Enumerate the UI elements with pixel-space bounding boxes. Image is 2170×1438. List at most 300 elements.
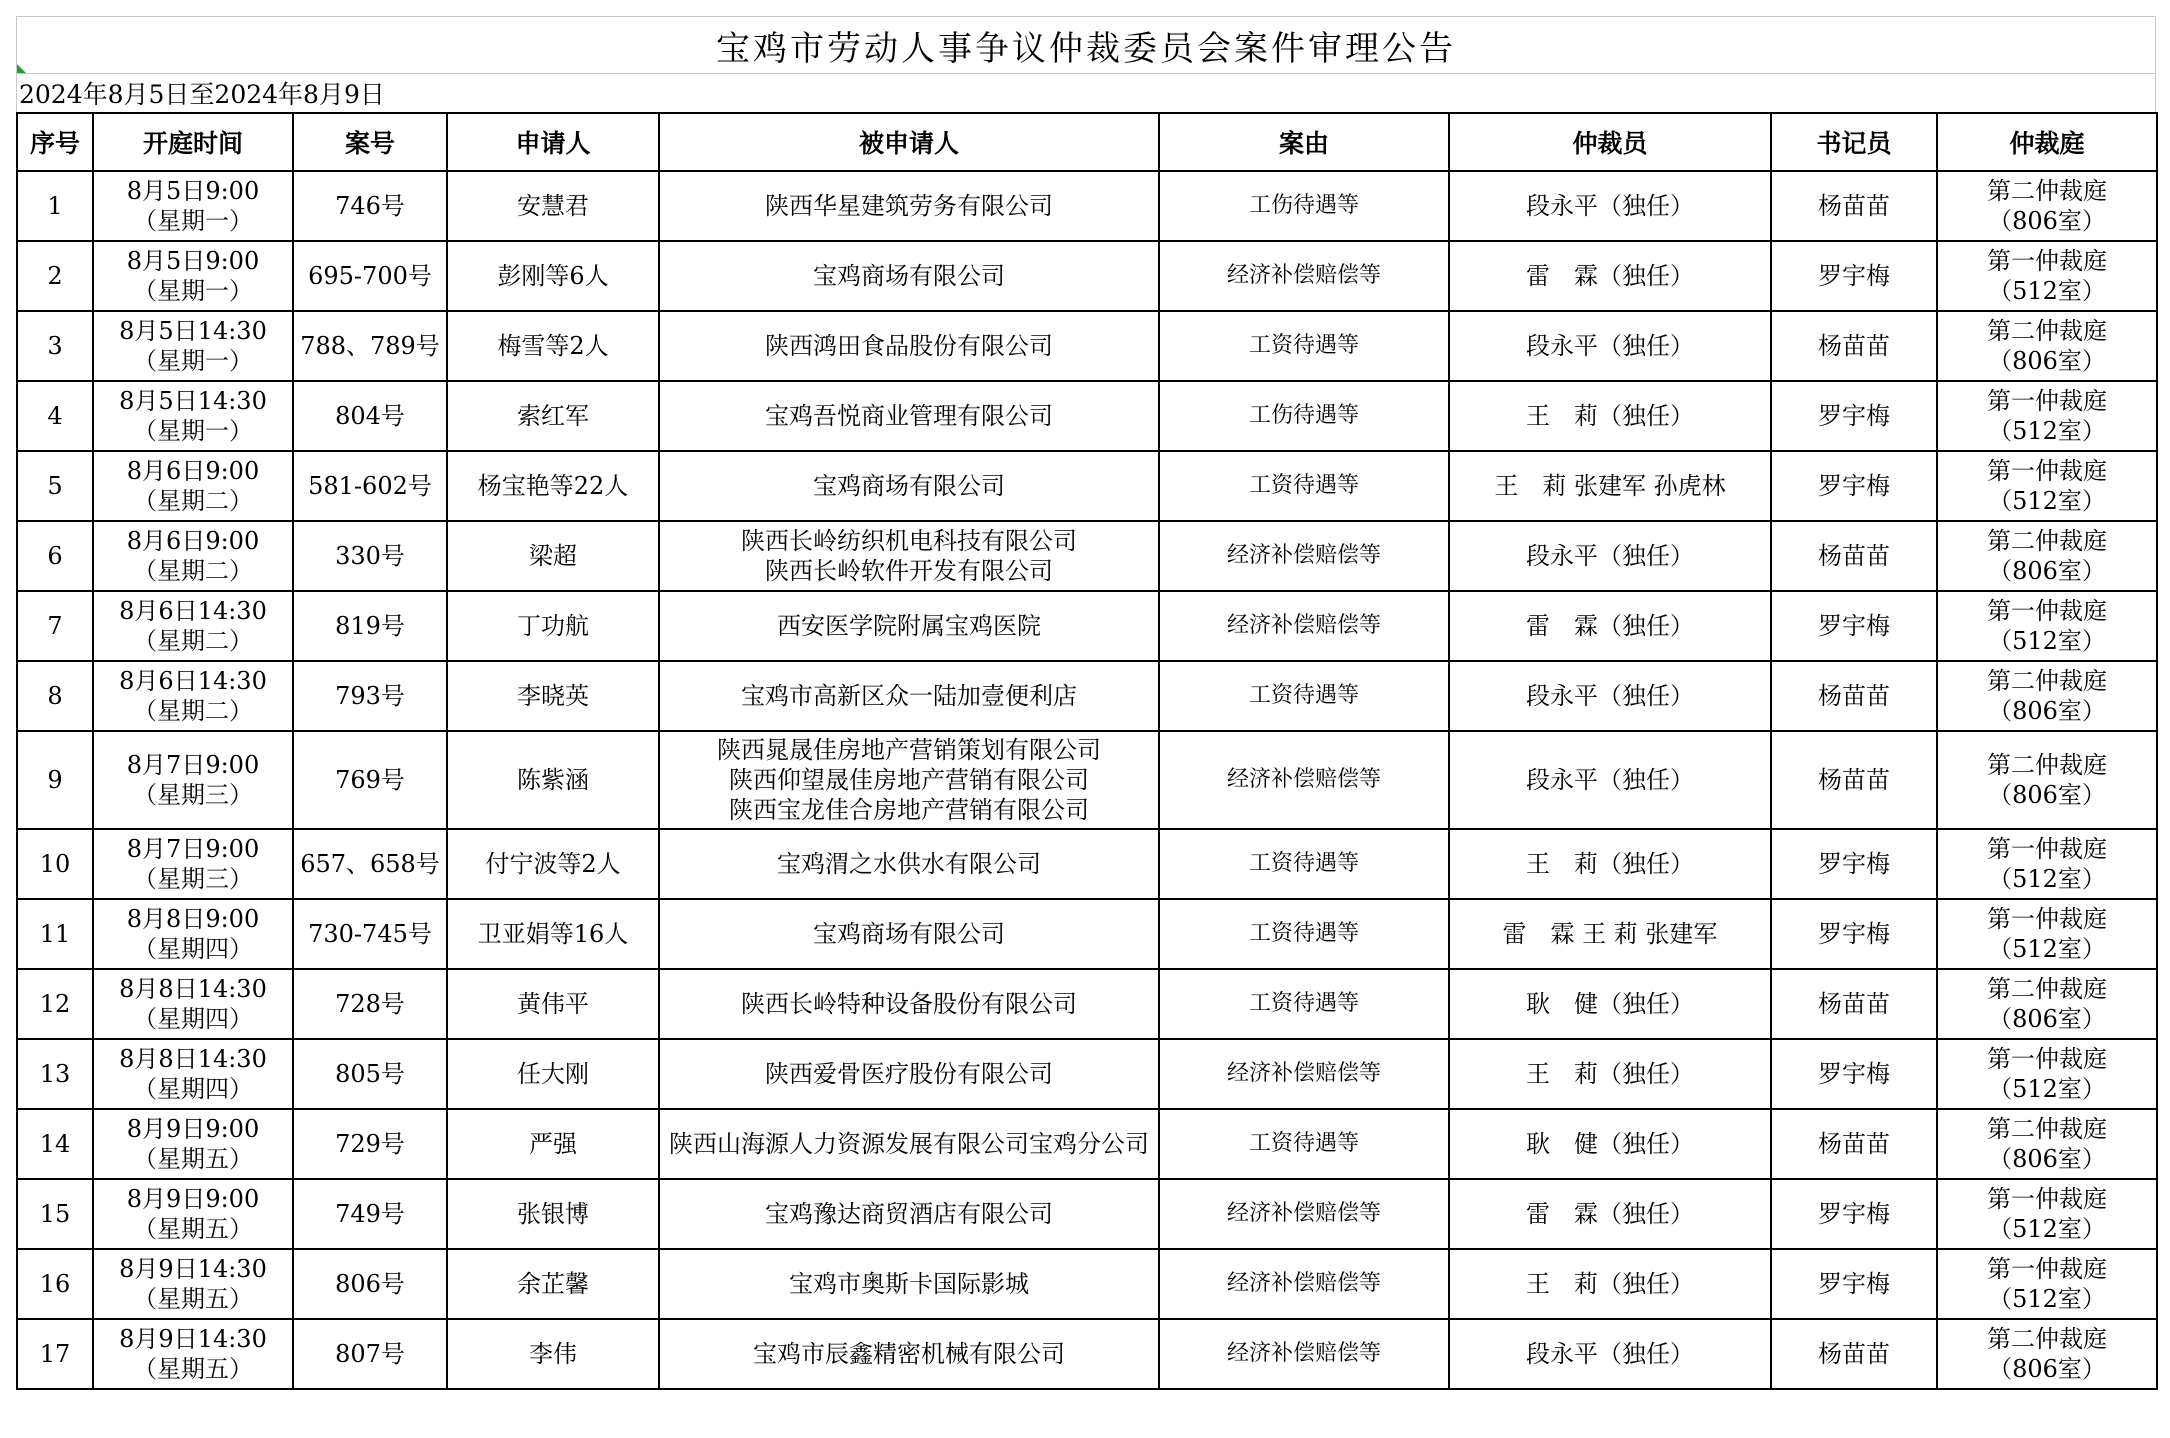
tribunal-name: 第二仲裁庭 — [1987, 317, 2107, 345]
hearing-weekday: （星期三） — [133, 781, 253, 809]
clerk-name: 杨苗苗 — [1818, 766, 1890, 794]
cell-respondent — [659, 521, 1159, 591]
cell-case-no — [293, 661, 447, 731]
cell-arbitrator — [1449, 1319, 1771, 1389]
arbitrator-name: 段永平（独任） — [1526, 766, 1694, 794]
clerk-name: 杨苗苗 — [1818, 192, 1890, 220]
clerk-name: 罗宇梅 — [1818, 402, 1890, 430]
respondent-name: 陕西仰望晟佳房地产营销有限公司 — [729, 766, 1089, 794]
cell-cause — [1159, 899, 1449, 969]
tribunal-name: 第二仲裁庭 — [1987, 177, 2107, 205]
respondent-name: 陕西晁晟佳房地产营销策划有限公司 — [717, 736, 1101, 764]
cell-respondent — [659, 1249, 1159, 1319]
cell-no — [17, 1109, 93, 1179]
hearing-time: 8月6日14:30 — [119, 667, 267, 695]
tribunal-room: （512室） — [1988, 627, 2106, 655]
hearing-time: 8月9日14:30 — [119, 1325, 267, 1353]
row-number: 12 — [39, 990, 71, 1018]
hearing-weekday: （星期四） — [133, 1005, 253, 1033]
case-number: 806号 — [335, 1270, 405, 1298]
cell-no — [17, 731, 93, 829]
cell-clerk — [1771, 1109, 1937, 1179]
hearing-weekday: （星期一） — [133, 417, 253, 445]
cell-tribunal — [1937, 1039, 2157, 1109]
cell-respondent — [659, 969, 1159, 1039]
row-number: 1 — [47, 192, 63, 220]
cell-marker-icon — [17, 64, 26, 73]
cell-applicant — [447, 311, 659, 381]
cell-respondent — [659, 381, 1159, 451]
tribunal-room: （806室） — [1988, 1145, 2106, 1173]
hearing-weekday: （星期一） — [133, 207, 253, 235]
hearing-time: 8月5日14:30 — [119, 387, 267, 415]
cell-tribunal — [1937, 661, 2157, 731]
applicant-name: 任大刚 — [517, 1060, 589, 1088]
cell-time — [93, 1109, 293, 1179]
tribunal-room: （806室） — [1988, 347, 2106, 375]
row-number: 13 — [39, 1060, 71, 1088]
cell-clerk — [1771, 731, 1937, 829]
hearing-weekday: （星期二） — [133, 697, 253, 725]
table-row — [17, 451, 2157, 521]
cell-cause — [1159, 829, 1449, 899]
date-row — [16, 73, 2156, 112]
hearing-weekday: （星期五） — [133, 1285, 253, 1313]
tribunal-room: （512室） — [1988, 417, 2106, 445]
tribunal-name: 第二仲裁庭 — [1987, 975, 2107, 1003]
arbitrator-name: 雷 霖 王 莉 张建军 — [1502, 920, 1718, 948]
row-number: 15 — [39, 1200, 71, 1228]
hearing-time: 8月6日9:00 — [126, 457, 260, 485]
cell-cause — [1159, 1249, 1449, 1319]
clerk-name: 罗宇梅 — [1818, 1060, 1890, 1088]
cell-no — [17, 969, 93, 1039]
case-number: 581-602号 — [308, 472, 432, 500]
hearing-time: 8月7日9:00 — [126, 751, 260, 779]
applicant-name: 黄伟平 — [517, 990, 589, 1018]
cell-time — [93, 1319, 293, 1389]
tribunal-name: 第二仲裁庭 — [1987, 667, 2107, 695]
applicant-name: 索红军 — [517, 402, 589, 430]
respondent-name: 陕西长岭软件开发有限公司 — [765, 557, 1053, 585]
cell-cause — [1159, 731, 1449, 829]
cell-cause — [1159, 241, 1449, 311]
tribunal-room: （512室） — [1988, 487, 2106, 515]
cell-no — [17, 661, 93, 731]
cell-clerk — [1771, 899, 1937, 969]
applicant-name: 李晓英 — [517, 682, 589, 710]
cell-tribunal — [1937, 1249, 2157, 1319]
arbitrator-name: 王 莉（独任） — [1526, 850, 1694, 878]
cell-applicant — [447, 1319, 659, 1389]
applicant-name: 梅雪等2人 — [497, 332, 609, 360]
tribunal-name: 第一仲裁庭 — [1987, 1185, 2107, 1213]
cell-tribunal — [1937, 171, 2157, 241]
header-applicant: 申请人 — [447, 113, 659, 171]
hearing-weekday: （星期三） — [133, 865, 253, 893]
tribunal-room: （512室） — [1988, 1075, 2106, 1103]
cell-clerk — [1771, 1179, 1937, 1249]
cell-arbitrator — [1449, 171, 1771, 241]
respondent-name: 宝鸡商场有限公司 — [813, 472, 1005, 500]
applicant-name: 余芷馨 — [517, 1270, 589, 1298]
cell-no — [17, 171, 93, 241]
tribunal-name: 第一仲裁庭 — [1987, 1255, 2107, 1283]
cell-respondent — [659, 171, 1159, 241]
case-number: 729号 — [335, 1130, 405, 1158]
cell-arbitrator — [1449, 829, 1771, 899]
case-cause: 经济补偿赔偿等 — [1226, 263, 1381, 288]
cell-applicant — [447, 829, 659, 899]
cell-clerk — [1771, 1319, 1937, 1389]
cell-arbitrator — [1449, 241, 1771, 311]
applicant-name: 安慧君 — [517, 192, 589, 220]
cell-no — [17, 899, 93, 969]
case-number: 657、658号 — [300, 850, 440, 878]
cell-case-no — [293, 591, 447, 661]
case-cause: 工资待遇等 — [1248, 991, 1359, 1016]
cell-cause — [1159, 521, 1449, 591]
cell-respondent — [659, 591, 1159, 661]
cell-arbitrator — [1449, 969, 1771, 1039]
clerk-name: 杨苗苗 — [1818, 682, 1890, 710]
tribunal-name: 第二仲裁庭 — [1987, 751, 2107, 779]
cell-time — [93, 1039, 293, 1109]
cell-case-no — [293, 381, 447, 451]
table-row — [17, 381, 2157, 451]
tribunal-room: （512室） — [1988, 1215, 2106, 1243]
applicant-name: 李伟 — [529, 1340, 577, 1368]
cell-arbitrator — [1449, 451, 1771, 521]
cell-no — [17, 1249, 93, 1319]
table-row — [17, 171, 2157, 241]
row-number: 10 — [39, 850, 71, 878]
tribunal-room: （806室） — [1988, 781, 2106, 809]
header-clerk: 书记员 — [1771, 113, 1937, 171]
case-cause: 经济补偿赔偿等 — [1226, 1271, 1381, 1296]
clerk-name: 罗宇梅 — [1818, 1200, 1890, 1228]
cell-cause — [1159, 969, 1449, 1039]
respondent-name: 西安医学院附属宝鸡医院 — [777, 612, 1041, 640]
tribunal-room: （512室） — [1988, 935, 2106, 963]
respondent-name: 陕西长岭特种设备股份有限公司 — [741, 990, 1077, 1018]
row-number: 6 — [47, 542, 63, 570]
case-number: 793号 — [335, 682, 405, 710]
cell-time — [93, 451, 293, 521]
case-number: 788、789号 — [300, 332, 440, 360]
arbitrator-name: 段永平（独任） — [1526, 332, 1694, 360]
hearing-weekday: （星期一） — [133, 277, 253, 305]
cell-no — [17, 591, 93, 661]
arbitrator-name: 王 莉（独任） — [1526, 402, 1694, 430]
cell-tribunal — [1937, 731, 2157, 829]
tribunal-room: （806室） — [1988, 1005, 2106, 1033]
arbitrator-name: 雷 霖（独任） — [1526, 612, 1694, 640]
respondent-name: 陕西鸿田食品股份有限公司 — [765, 332, 1053, 360]
row-number: 9 — [47, 766, 63, 794]
arbitrator-name: 耿 健（独任） — [1526, 990, 1694, 1018]
cell-case-no — [293, 1039, 447, 1109]
case-number: 769号 — [335, 766, 405, 794]
cell-arbitrator — [1449, 899, 1771, 969]
cell-respondent — [659, 661, 1159, 731]
tribunal-room: （512室） — [1988, 277, 2106, 305]
case-cause: 经济补偿赔偿等 — [1226, 1201, 1381, 1226]
cell-no — [17, 311, 93, 381]
hearing-time: 8月9日9:00 — [126, 1115, 260, 1143]
cell-respondent — [659, 311, 1159, 381]
cell-clerk — [1771, 661, 1937, 731]
tribunal-room: （512室） — [1988, 1285, 2106, 1313]
cell-applicant — [447, 1109, 659, 1179]
cell-respondent — [659, 1039, 1159, 1109]
header-no: 序号 — [17, 113, 93, 171]
respondent-name: 陕西宝龙佳合房地产营销有限公司 — [729, 796, 1089, 824]
case-number: 804号 — [335, 402, 405, 430]
cell-applicant — [447, 241, 659, 311]
cell-time — [93, 171, 293, 241]
cell-respondent — [659, 731, 1159, 829]
cell-case-no — [293, 1109, 447, 1179]
cell-clerk — [1771, 1249, 1937, 1319]
tribunal-name: 第二仲裁庭 — [1987, 1115, 2107, 1143]
header-arbitrator: 仲裁员 — [1449, 113, 1771, 171]
arbitrator-name: 段永平（独任） — [1526, 1340, 1694, 1368]
tribunal-name: 第一仲裁庭 — [1987, 905, 2107, 933]
arbitrator-name: 雷 霖（独任） — [1526, 262, 1694, 290]
cell-cause — [1159, 591, 1449, 661]
tribunal-room: （806室） — [1988, 697, 2106, 725]
cell-applicant — [447, 591, 659, 661]
case-number: 728号 — [335, 990, 405, 1018]
table-row — [17, 1249, 2157, 1319]
header-cause: 案由 — [1159, 113, 1449, 171]
cell-tribunal — [1937, 591, 2157, 661]
table-row — [17, 1109, 2157, 1179]
table-row — [17, 1319, 2157, 1389]
respondent-name: 陕西长岭纺织机电科技有限公司 — [741, 527, 1077, 555]
arbitrator-name: 段永平（独任） — [1526, 192, 1694, 220]
clerk-name: 罗宇梅 — [1818, 262, 1890, 290]
row-number: 3 — [47, 332, 63, 360]
cell-case-no — [293, 451, 447, 521]
row-number: 14 — [39, 1130, 71, 1158]
cell-cause — [1159, 1179, 1449, 1249]
cell-no — [17, 241, 93, 311]
cell-case-no — [293, 899, 447, 969]
applicant-name: 丁功航 — [517, 612, 589, 640]
cell-time — [93, 969, 293, 1039]
case-number: 746号 — [335, 192, 405, 220]
cell-case-no — [293, 241, 447, 311]
applicant-name: 张银博 — [517, 1200, 589, 1228]
cell-applicant — [447, 381, 659, 451]
applicant-name: 杨宝艳等22人 — [477, 472, 629, 500]
respondent-name: 陕西华星建筑劳务有限公司 — [765, 192, 1053, 220]
cell-arbitrator — [1449, 1249, 1771, 1319]
clerk-name: 杨苗苗 — [1818, 1340, 1890, 1368]
arbitrator-name: 王 莉（独任） — [1526, 1060, 1694, 1088]
cell-respondent — [659, 829, 1159, 899]
respondent-name: 宝鸡市奥斯卡国际影城 — [789, 1270, 1029, 1298]
arbitrator-name: 王 莉 张建军 孙虎林 — [1494, 472, 1726, 500]
tribunal-name: 第二仲裁庭 — [1987, 527, 2107, 555]
arbitrator-name: 段永平（独任） — [1526, 682, 1694, 710]
date-range: 2024年8月5日至2024年8月9日 — [19, 80, 385, 109]
clerk-name: 罗宇梅 — [1818, 920, 1890, 948]
hearing-weekday: （星期一） — [133, 347, 253, 375]
row-number: 8 — [47, 682, 63, 710]
cell-cause — [1159, 661, 1449, 731]
hearing-time: 8月9日9:00 — [126, 1185, 260, 1213]
cell-arbitrator — [1449, 591, 1771, 661]
case-cause: 工资待遇等 — [1248, 851, 1359, 876]
cell-time — [93, 899, 293, 969]
cell-tribunal — [1937, 311, 2157, 381]
case-number: 807号 — [335, 1340, 405, 1368]
hearing-weekday: （星期四） — [133, 1075, 253, 1103]
cell-tribunal — [1937, 1319, 2157, 1389]
arbitrator-name: 雷 霖（独任） — [1526, 1200, 1694, 1228]
table-row — [17, 241, 2157, 311]
clerk-name: 杨苗苗 — [1818, 332, 1890, 360]
cell-arbitrator — [1449, 661, 1771, 731]
cell-cause — [1159, 1319, 1449, 1389]
tribunal-room: （806室） — [1988, 207, 2106, 235]
cell-time — [93, 241, 293, 311]
cell-applicant — [447, 1249, 659, 1319]
applicant-name: 彭刚等6人 — [497, 262, 609, 290]
cell-case-no — [293, 829, 447, 899]
tribunal-name: 第一仲裁庭 — [1987, 247, 2107, 275]
cell-clerk — [1771, 241, 1937, 311]
row-number: 11 — [39, 920, 71, 948]
respondent-name: 陕西山海源人力资源发展有限公司宝鸡分公司 — [669, 1130, 1149, 1158]
hearing-weekday: （星期五） — [133, 1355, 253, 1383]
cell-arbitrator — [1449, 521, 1771, 591]
cell-clerk — [1771, 381, 1937, 451]
cell-arbitrator — [1449, 311, 1771, 381]
cell-cause — [1159, 311, 1449, 381]
table-row — [17, 969, 2157, 1039]
cell-tribunal — [1937, 451, 2157, 521]
cell-arbitrator — [1449, 1039, 1771, 1109]
cell-applicant — [447, 661, 659, 731]
cell-no — [17, 451, 93, 521]
table-row — [17, 899, 2157, 969]
cell-respondent — [659, 1319, 1159, 1389]
respondent-name: 宝鸡豫达商贸酒店有限公司 — [765, 1200, 1053, 1228]
cell-case-no — [293, 731, 447, 829]
cell-applicant — [447, 1179, 659, 1249]
header-tribunal: 仲裁庭 — [1937, 113, 2157, 171]
cell-time — [93, 311, 293, 381]
clerk-name: 杨苗苗 — [1818, 990, 1890, 1018]
case-cause: 经济补偿赔偿等 — [1226, 543, 1381, 568]
case-cause: 工伤待遇等 — [1248, 403, 1359, 428]
cell-tribunal — [1937, 1179, 2157, 1249]
table-row — [17, 731, 2157, 829]
case-table — [16, 112, 2158, 1390]
cell-no — [17, 381, 93, 451]
hearing-weekday: （星期二） — [133, 627, 253, 655]
cell-time — [93, 521, 293, 591]
cell-cause — [1159, 171, 1449, 241]
page-title: 宝鸡市劳动人事争议仲裁委员会案件审理公告 — [716, 28, 1456, 69]
arbitrator-name: 段永平（独任） — [1526, 542, 1694, 570]
table-row — [17, 829, 2157, 899]
cell-arbitrator — [1449, 731, 1771, 829]
case-rows — [17, 171, 2157, 1389]
tribunal-name: 第一仲裁庭 — [1987, 457, 2107, 485]
cell-clerk — [1771, 1039, 1937, 1109]
header-time: 开庭时间 — [93, 113, 293, 171]
cell-arbitrator — [1449, 1179, 1771, 1249]
cell-respondent — [659, 1109, 1159, 1179]
tribunal-room: （806室） — [1988, 557, 2106, 585]
header-row — [17, 113, 2157, 171]
table-row — [17, 521, 2157, 591]
case-cause: 经济补偿赔偿等 — [1226, 767, 1381, 792]
row-number: 5 — [47, 472, 63, 500]
hearing-weekday: （星期二） — [133, 487, 253, 515]
cell-time — [93, 591, 293, 661]
respondent-name: 陕西爱骨医疗股份有限公司 — [765, 1060, 1053, 1088]
arbitrator-name: 王 莉（独任） — [1526, 1270, 1694, 1298]
respondent-name: 宝鸡市高新区众一陆加壹便利店 — [741, 682, 1077, 710]
row-number: 7 — [47, 612, 63, 640]
cell-arbitrator — [1449, 381, 1771, 451]
hearing-weekday: （星期四） — [133, 935, 253, 963]
case-number: 330号 — [335, 542, 405, 570]
cell-applicant — [447, 171, 659, 241]
applicant-name: 严强 — [529, 1130, 577, 1158]
tribunal-name: 第二仲裁庭 — [1987, 1325, 2107, 1353]
cell-case-no — [293, 521, 447, 591]
respondent-name: 宝鸡市辰鑫精密机械有限公司 — [753, 1340, 1065, 1368]
cell-case-no — [293, 1249, 447, 1319]
hearing-time: 8月7日9:00 — [126, 835, 260, 863]
applicant-name: 卫亚娟等16人 — [477, 920, 629, 948]
cell-case-no — [293, 969, 447, 1039]
clerk-name: 罗宇梅 — [1818, 612, 1890, 640]
clerk-name: 罗宇梅 — [1818, 1270, 1890, 1298]
cell-applicant — [447, 451, 659, 521]
case-cause: 经济补偿赔偿等 — [1226, 1341, 1381, 1366]
case-cause: 经济补偿赔偿等 — [1226, 1061, 1381, 1086]
cell-no — [17, 1319, 93, 1389]
clerk-name: 罗宇梅 — [1818, 850, 1890, 878]
cell-case-no — [293, 1319, 447, 1389]
tribunal-room: （512室） — [1988, 865, 2106, 893]
cell-tribunal — [1937, 1109, 2157, 1179]
tribunal-room: （806室） — [1988, 1355, 2106, 1383]
cell-tribunal — [1937, 899, 2157, 969]
cell-clerk — [1771, 521, 1937, 591]
row-number: 17 — [39, 1340, 71, 1368]
cell-time — [93, 1249, 293, 1319]
table-row — [17, 311, 2157, 381]
announcement-sheet — [16, 16, 2156, 1390]
table-row — [17, 661, 2157, 731]
cell-respondent — [659, 451, 1159, 521]
hearing-time: 8月5日9:00 — [126, 247, 260, 275]
cell-respondent — [659, 1179, 1159, 1249]
cell-tribunal — [1937, 829, 2157, 899]
cell-applicant — [447, 969, 659, 1039]
cell-case-no — [293, 311, 447, 381]
case-cause: 工资待遇等 — [1248, 1131, 1359, 1156]
